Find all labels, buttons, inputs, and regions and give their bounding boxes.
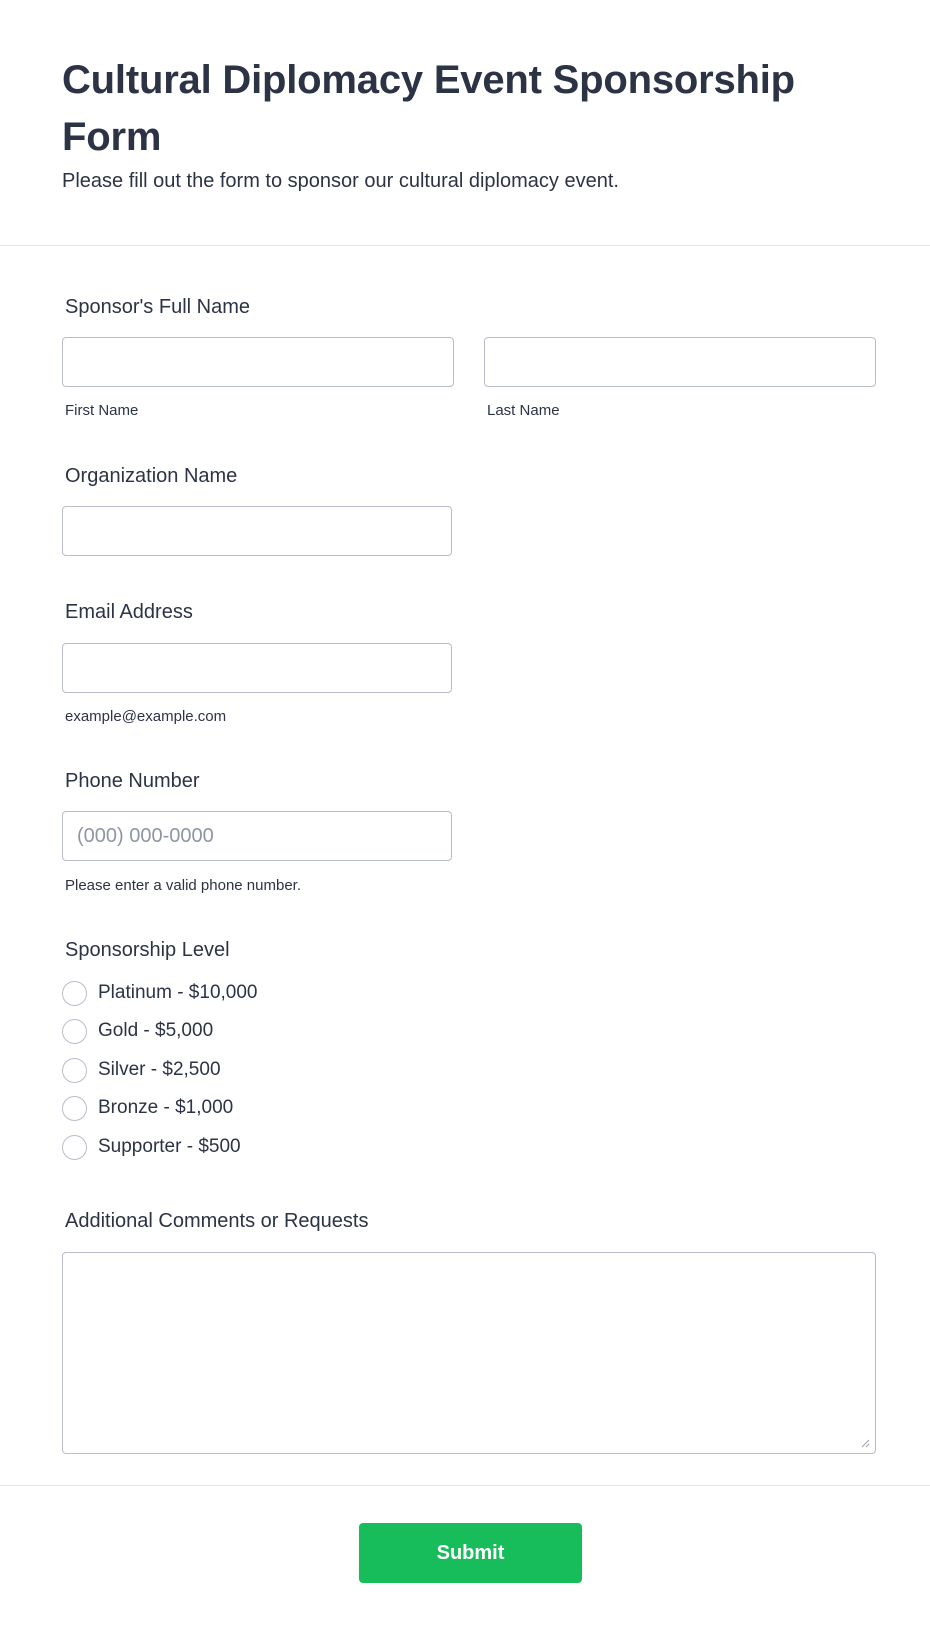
phone-sublabel: Please enter a valid phone number. — [65, 877, 301, 894]
radio-button[interactable] — [62, 1019, 87, 1044]
form-header — [0, 0, 930, 246]
page-subtitle: Please fill out the form to sponsor our cultural diplomacy event. — [62, 170, 619, 192]
radio-button[interactable] — [62, 1135, 87, 1160]
email-sublabel: example@example.com — [65, 708, 227, 725]
submit-button[interactable]: Submit — [359, 1523, 582, 1583]
radio-button[interactable] — [62, 981, 87, 1006]
email-label: Email Address — [65, 601, 193, 623]
form-body — [0, 246, 930, 1486]
comments-textarea[interactable] — [62, 1252, 876, 1454]
radio-button[interactable] — [62, 1096, 87, 1121]
email-input[interactable] — [62, 643, 452, 693]
radio-label: Gold - $5,000 — [98, 1020, 214, 1041]
comments-label: Additional Comments or Requests — [65, 1210, 369, 1232]
phone-label: Phone Number — [65, 770, 200, 792]
sponsorship-label: Sponsorship Level — [65, 939, 230, 961]
radio-label: Bronze - $1,000 — [98, 1097, 234, 1118]
radio-label: Platinum - $10,000 — [98, 982, 258, 1003]
radio-option-supporter[interactable] — [62, 1134, 241, 1160]
radio-label: Supporter - $500 — [98, 1136, 241, 1157]
form-footer — [0, 1485, 930, 1631]
radio-button[interactable] — [62, 1058, 87, 1083]
first-name-input[interactable] — [62, 337, 454, 387]
radio-option-silver[interactable] — [62, 1057, 221, 1083]
last-name-sublabel: Last Name — [487, 402, 560, 419]
radio-option-gold[interactable] — [62, 1018, 213, 1044]
radio-option-bronze[interactable] — [62, 1095, 233, 1121]
organization-input[interactable] — [62, 506, 452, 556]
organization-label: Organization Name — [65, 465, 238, 487]
radio-label: Silver - $2,500 — [98, 1059, 221, 1080]
last-name-input[interactable] — [484, 337, 876, 387]
page-title: Cultural Diplomacy Event Sponsorship Form — [62, 58, 795, 159]
full-name-label: Sponsor's Full Name — [65, 296, 250, 318]
first-name-sublabel: First Name — [65, 402, 139, 419]
phone-input[interactable] — [62, 811, 452, 861]
radio-option-platinum[interactable] — [62, 980, 258, 1006]
resize-grip-icon[interactable] — [860, 1438, 870, 1448]
